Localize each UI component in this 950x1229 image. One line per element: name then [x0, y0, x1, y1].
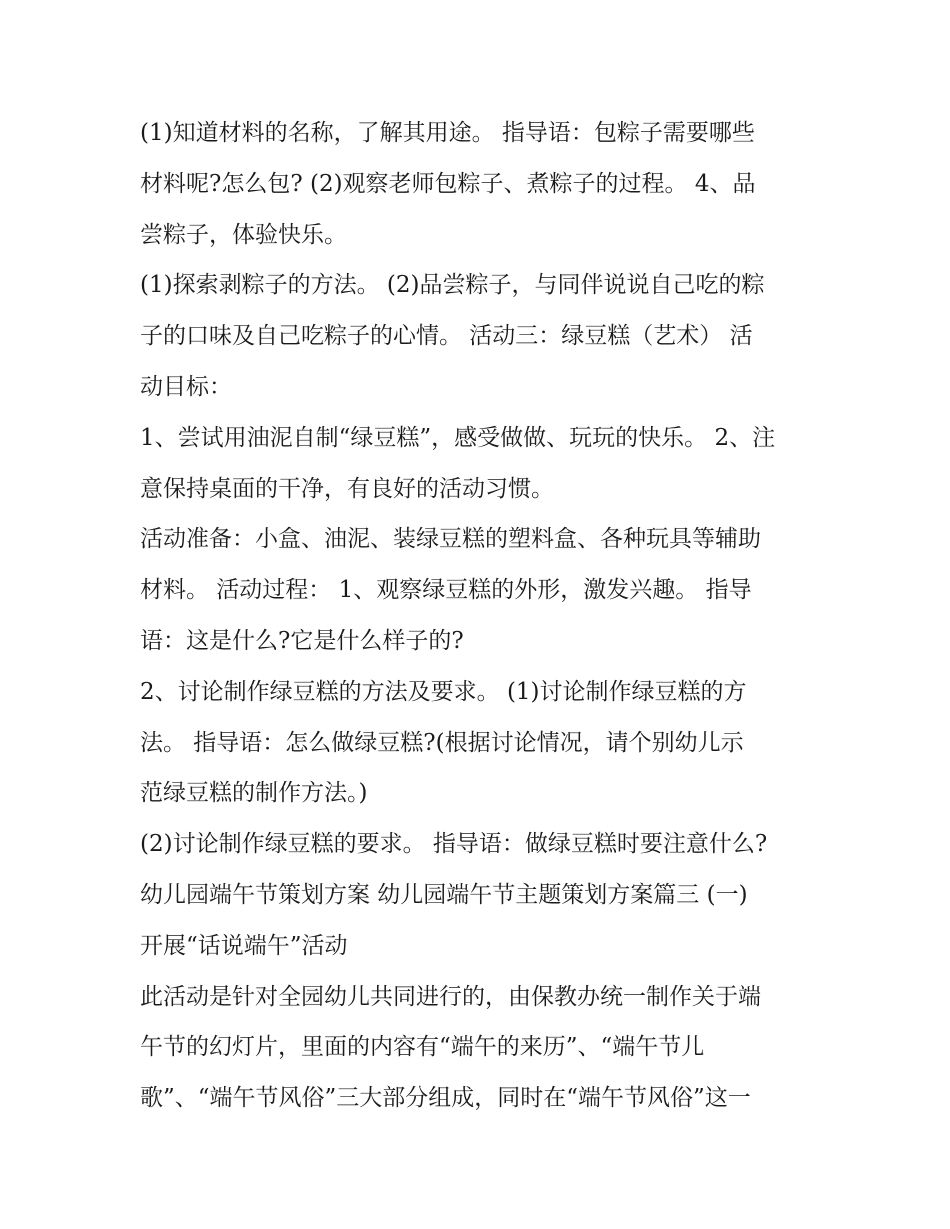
text-line: 幼儿园端午节策划方案 幼儿园端午节主题策划方案篇三 (一): [140, 881, 748, 908]
text-line: 子的口味及自己吃粽子的心情。 活动三：绿豆糕（艺术） 活: [140, 323, 753, 350]
text-line: (1)探索剥粽子的方法。 (2)品尝粽子，与同伴说说自己吃的粽: [140, 272, 765, 299]
text-line: 动目标：: [140, 373, 232, 400]
text-line: 法。 指导语：怎么做绿豆糕?(根据讨论情况，请个别幼儿示: [140, 729, 744, 756]
text-line: 材料。 活动过程： 1、观察绿豆糕的外形，激发兴趣。 指导: [140, 577, 752, 604]
text-line: (1)知道材料的名称，了解其用途。 指导语：包粽子需要哪些: [140, 120, 755, 146]
text-line: 尝粽子，体验快乐。: [140, 221, 347, 248]
text-line: (2)讨论制作绿豆糕的要求。 指导语：做绿豆糕时要注意什么?: [140, 831, 768, 858]
text-line: 1、尝试用油泥自制“绿豆糕”，感受做做、玩玩的快乐。 2、注: [140, 424, 776, 451]
text-line: 歌”、“端午节风俗”三大部分组成，同时在“端午节风俗”这一: [140, 1085, 751, 1112]
text-line: 午节的幻灯片，里面的内容有“端午的来历”、“端午节儿: [140, 1034, 705, 1061]
text-line: 意保持桌面的干净，有良好的活动习惯。: [140, 475, 554, 502]
text-line: 2、讨论制作绿豆糕的方法及要求。 (1)讨论制作绿豆糕的方: [140, 678, 747, 705]
text-line: 开展“话说端午”活动: [140, 932, 348, 959]
body-text: [140, 108, 820, 1124]
text-line: 此活动是针对全园幼儿共同进行的，由保教办统一制作关于端: [140, 983, 761, 1010]
text-line: 范绿豆糕的制作方法。): [140, 780, 368, 807]
text-line: 语：这是什么?它是什么样子的?: [140, 627, 464, 654]
text-line: 材料呢?怎么包? (2)观察老师包粽子、煮粽子的过程。 4、品: [140, 170, 756, 197]
text-line: 活动准备：小盒、油泥、装绿豆糕的塑料盒、各种玩具等辅助: [140, 526, 761, 553]
